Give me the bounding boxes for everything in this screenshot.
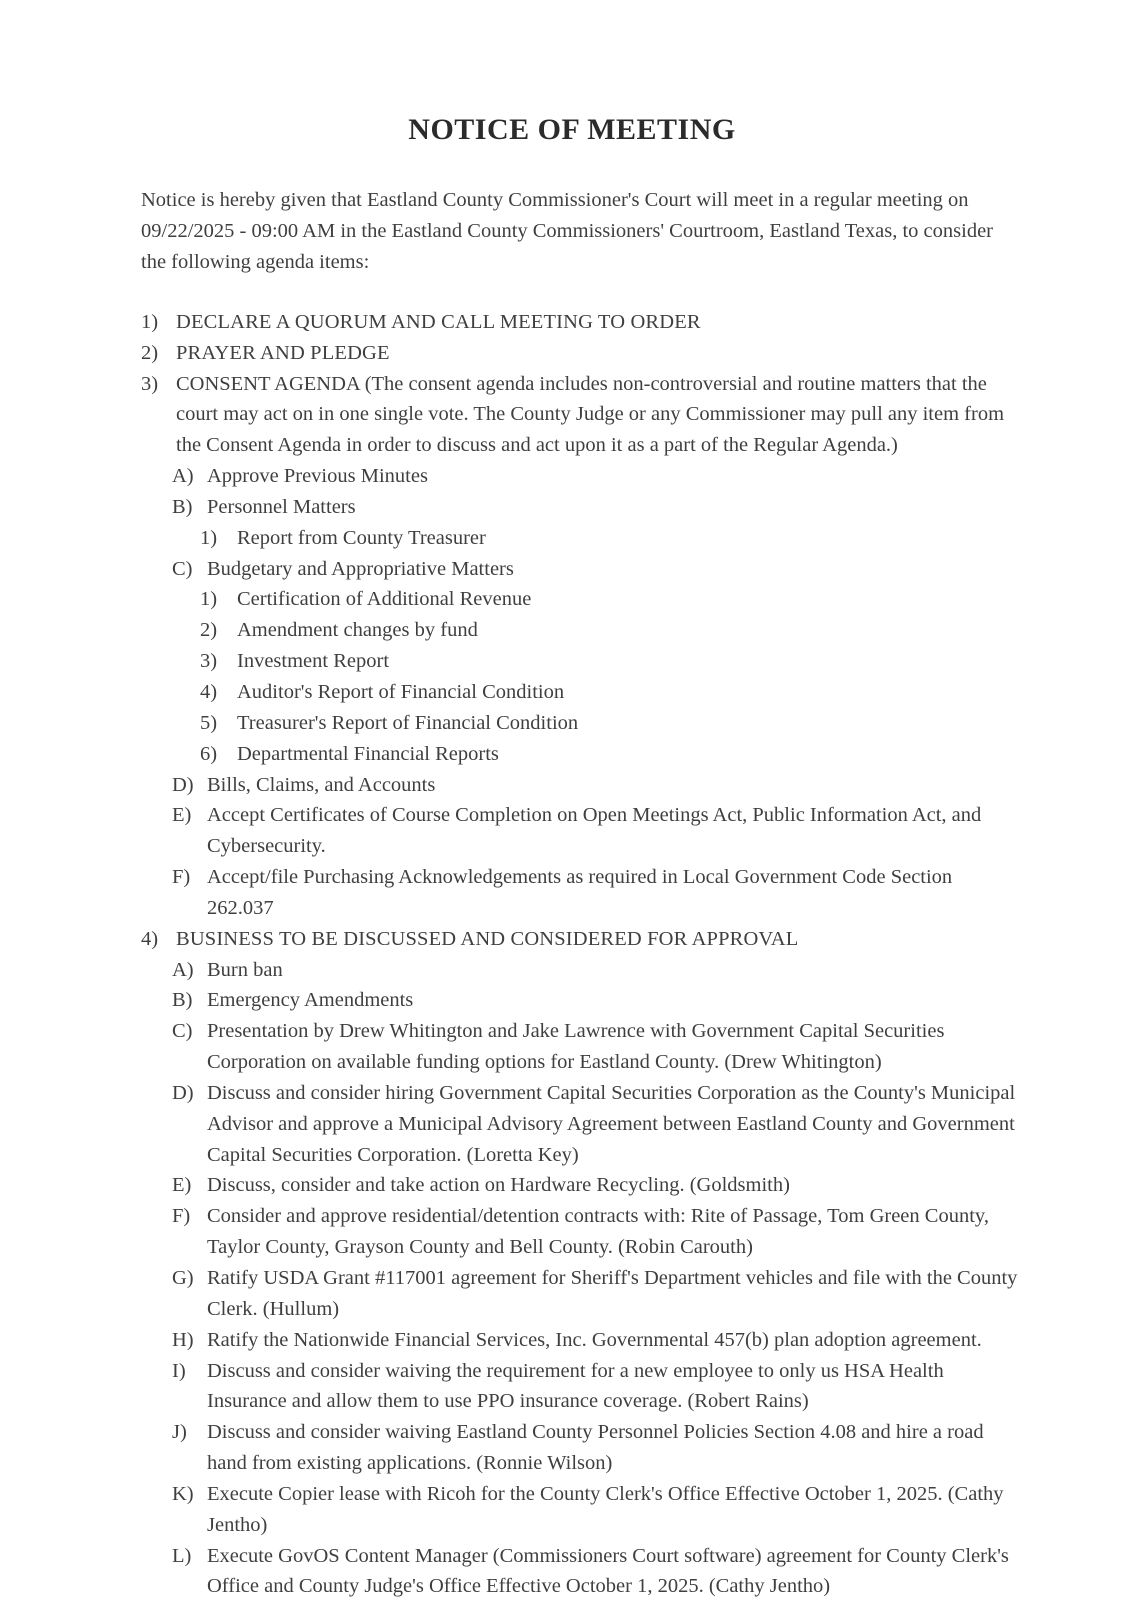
agenda-item-3c1-label: Certification of Additional Revenue [237,588,532,611]
agenda-item-4i [172,1356,1021,1418]
agenda-item-3-label: CONSENT AGENDA (The consent agenda includes non-controversial and routine matters that the court may act on in one single vote. The County Judge or any Commissioner may pull any item from the Consent Agenda in order to discuss and act upon it as a part of the Regular Agenda.) [176,372,1005,457]
agenda-item-3c5-label: Treasurer's Report of Financial Condition [237,711,579,734]
agenda-item-2 [141,338,1021,369]
agenda-item-4h-label: Ratify the Nationwide Financial Services, Inc. Governmental 457(b) plan adoption agreement. [207,1328,982,1351]
agenda-item-4d-marker: D) [172,1081,194,1104]
agenda-item-4e-label: Discuss, consider and take action on Hardware Recycling. (Goldsmith) [207,1174,790,1197]
agenda-item-4b [172,985,1021,1016]
agenda-item-4i-label: Discuss and consider waiving the requirement for a new employee to only us HSA Health Insurance and allow them to use PPO insurance coverage. (Robert Rains) [207,1359,944,1413]
agenda-item-4i-marker: I) [172,1359,186,1382]
agenda-list [141,278,1021,1602]
agenda-item-1 [141,307,1021,338]
agenda-item-4-marker: 4) [141,927,159,950]
agenda-item-4h [172,1325,1021,1356]
agenda-item-3e-label: Accept Certificates of Course Completion on Open Meetings Act, Public Information Act, and Cybersecurity. [207,804,982,858]
agenda-item-4-label: BUSINESS TO BE DISCUSSED AND CONSIDERED FOR APPROVAL [176,927,799,950]
agenda-item-3-marker: 3) [141,372,159,395]
agenda-item-4a-label: Burn ban [207,958,283,981]
agenda-item-4j [172,1417,1021,1479]
agenda-item-3c1-marker: 1) [200,588,218,611]
agenda-item-3c3-marker: 3) [200,650,218,673]
agenda-item-3c-marker: C) [172,557,193,580]
agenda-item-4e-marker: E) [172,1174,192,1197]
agenda-item-3b1 [200,523,1021,554]
agenda-item-3c2-marker: 2) [200,619,218,642]
agenda-item-4j-label: Discuss and consider waiving Eastland County Personnel Policies Section 4.08 and hire a road hand from existing applications. (Ronnie Wilson) [207,1421,984,1475]
agenda-item-3b1-marker: 1) [200,526,218,549]
agenda-item-3c2 [200,615,1021,646]
agenda-item-3c5-marker: 5) [200,711,218,734]
agenda-item-3f-label: Accept/file Purchasing Acknowledgements as required in Local Government Code Section 262.037 [207,866,953,919]
agenda-item-3d-marker: D) [172,773,194,796]
agenda-item-4f-label: Consider and approve residential/detention contracts with: Rite of Passage, Tom Green County, Taylor County, Grayson County and Bell County. (Robin Carouth) [207,1205,989,1259]
agenda-item-3c-label: Budgetary and Appropriative Matters [207,557,514,580]
agenda-item-4c-marker: C) [172,1020,193,1043]
agenda-item-4l-label: Execute GovOS Content Manager (Commissioners Court software) agreement for County Clerk's Office and County Judge's Office Effective October 1, 2025. (Cathy Jentho) [207,1544,1009,1598]
agenda-item-2-label: PRAYER AND PLEDGE [176,341,390,364]
agenda-item-3c3 [200,646,1021,677]
agenda-item-4g-marker: G) [172,1267,194,1290]
agenda-item-3c1 [200,584,1021,615]
agenda-item-3e-marker: E) [172,804,192,827]
agenda-item-3e [172,800,1021,862]
agenda-item-3 [141,369,1021,462]
agenda-item-4k-label: Execute Copier lease with Ricoh for the County Clerk's Office Effective October 1, 2025. (Cathy Jentho) [207,1482,1004,1536]
agenda-item-3c2-label: Amendment changes by fund [237,619,478,642]
agenda-item-3d-label: Bills, Claims, and Accounts [207,773,436,796]
agenda-item-4c [172,1016,1021,1078]
agenda-item-4d [172,1078,1021,1171]
agenda-item-4b-marker: B) [172,989,193,1012]
agenda-item-3d [172,770,1021,801]
agenda-item-3b-marker: B) [172,495,193,518]
agenda-item-4e [172,1170,1021,1201]
agenda-item-3b1-label: Report from County Treasurer [237,526,486,549]
agenda-item-3c6 [200,739,1021,770]
agenda-item-3c4-marker: 4) [200,680,218,703]
agenda-item-3c [172,554,1021,585]
agenda-item-3f-marker: F) [172,866,191,889]
agenda-item-4f [172,1201,1021,1263]
agenda-item-3b-label: Personnel Matters [207,495,356,518]
agenda-item-4g [172,1263,1021,1325]
agenda-item-4k [172,1479,1021,1541]
document-content [141,0,1021,1602]
agenda-item-4a [172,955,1021,986]
agenda-item-4k-marker: K) [172,1482,194,1505]
agenda-item-4a-marker: A) [172,958,194,981]
agenda-item-4b-label: Emergency Amendments [207,989,414,1012]
agenda-item-4l [172,1541,1021,1602]
agenda-item-1-label: DECLARE A QUORUM AND CALL MEETING TO ORDER [176,310,701,333]
agenda-item-3b [172,492,1021,523]
agenda-item-4f-marker: F) [172,1205,191,1228]
agenda-item-4d-label: Discuss and consider hiring Government Capital Securities Corporation as the County's Municipal Advisor and approve a Municipal Advisory Agreement between Eastland County and Government Capital Securities Corporation. (Loretta Key) [207,1081,1016,1166]
agenda-item-3a-marker: A) [172,465,194,488]
agenda-item-4j-marker: J) [172,1421,187,1444]
agenda-item-3a-label: Approve Previous Minutes [207,465,428,488]
agenda-item-3f [172,862,1021,924]
agenda-item-4 [141,924,1021,955]
agenda-item-3c3-label: Investment Report [237,650,390,673]
agenda-item-3c4 [200,677,1021,708]
agenda-item-3c5 [200,708,1021,739]
agenda-item-4g-label: Ratify USDA Grant #117001 agreement for Sheriff's Department vehicles and file with the County Clerk. (Hullum) [207,1267,1018,1320]
agenda-item-4h-marker: H) [172,1328,194,1351]
agenda-item-3c6-marker: 6) [200,742,218,765]
notice-intro-paragraph: Notice is hereby given that Eastland County Commissioner's Court will meet in a regular meeting on 09/22/2025 - 09:00 AM in the Eastland County Commissioners' Courtroom, Eastland Texas, to consider the following agenda items: [141,189,993,273]
page-title: NOTICE OF MEETING [408,113,736,146]
agenda-item-1-marker: 1) [141,310,159,333]
agenda-item-4c-label: Presentation by Drew Whitington and Jake Lawrence with Government Capital Securities Corporation on available funding options for Eastland County. (Drew Whitington) [207,1020,945,1074]
agenda-item-3c6-label: Departmental Financial Reports [237,742,499,765]
agenda-item-4l-marker: L) [172,1544,192,1567]
agenda-item-3a [172,461,1021,492]
agenda-item-2-marker: 2) [141,341,159,364]
agenda-item-3c4-label: Auditor's Report of Financial Condition [237,680,565,703]
